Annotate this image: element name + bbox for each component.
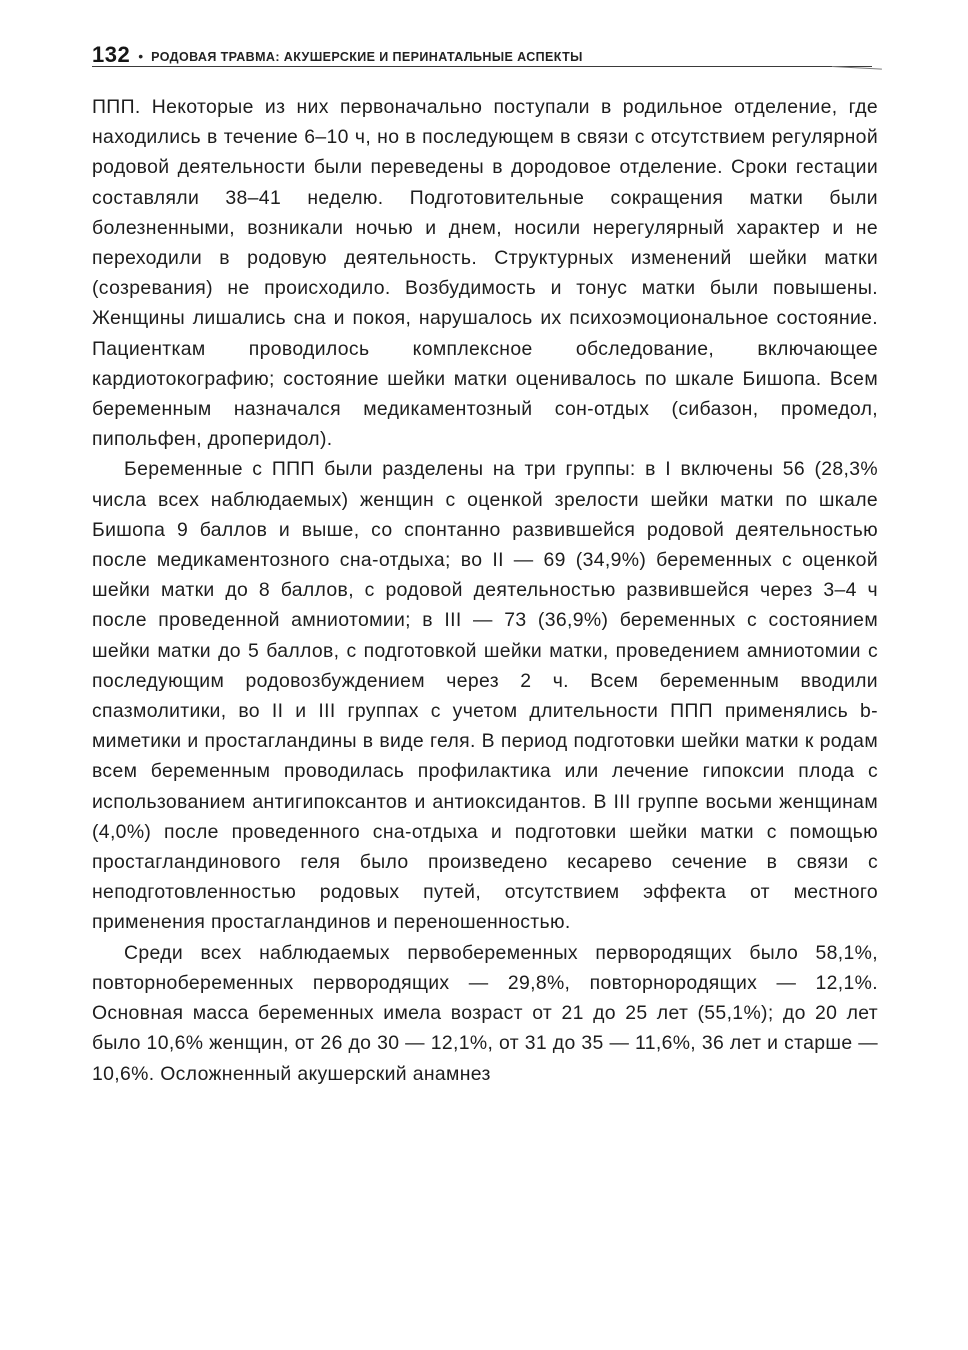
running-head xyxy=(92,30,882,66)
header-rule-tail xyxy=(832,66,882,78)
running-title: РОДОВАЯ ТРАВМА: АКУШЕРСКИЕ И ПЕРИНАТАЛЬНЫЕ АСПЕКТЫ xyxy=(151,49,583,64)
paragraph-2: Беременные с ППП были разделены на три группы: в I включены 56 (28,3% числа всех наблюдаемых) женщин с оценкой зрелости шейки матки по шкале Бишопа 9 баллов и выше, со спонтанно развившейся родовой деятельностью после медикаментозного сна-отдыха; во II — 69 (34,9%) беременных с оценкой шейки матки до 8 баллов, с родовой деятельностью развившейся через 3–4 ч после проведенной амниотомии; в III — 73 (36,9%) беременных с состоянием шейки матки до 5 баллов, с подготовкой шейки матки, проведением амниотомии с последующим родовозбуждением через 2 ч. Всем беременным вводили спазмолитики, во II и III группах с учетом длительности ППП применялись b-миметики и простагландины в виде геля. В период подготовки шейки матки к родам всем беременным проводилась профилактика или лечение гипоксии плода с использованием антигипоксантов и антиоксидантов. В III группе восьми женщинам (4,0%) после проведенного сна-отдыха и подготовки шейки матки с помощью простагландинового геля было произведено кесарево сечение в связи с неподготовленностью родовых путей, отсутствием эффекта от местного применения простагландинов и переношенностью. xyxy=(92,458,878,934)
paragraph-3: Среди всех наблюдаемых первобеременных первородящих было 58,1%, повторнобеременных первородящих — 29,8%, повторнородящих — 12,1%. Основная масса беременных имела возраст от 21 до 25 лет (55,1%); до 20 лет было 10,6% женщин, от 26 до 30 — 12,1%, от 31 до 35 — 11,6%, 36 лет и старше — 10,6%. Осложненный акушерский анамнез xyxy=(92,941,878,1085)
bullet-separator: • xyxy=(138,48,144,64)
header-rule xyxy=(92,66,872,67)
page-number: 132 xyxy=(92,42,131,67)
body-text xyxy=(92,92,878,1089)
paragraph-1: ППП. Некоторые из них первоначально поступали в родильное отделение, где находились в течение 6–10 ч, но в последующем в связи с отсутствием регулярной родовой деятельности были переведены в дородовое отделение. Сроки гестации составляли 38–41 неделю. Подготовительные сокращения матки были болезненными, возникали ночью и днем, носили нерегулярный характер и не переходили в родовую деятельность. Структурных изменений шейки матки (созревания) не происходило. Возбудимость и тонус матки были повышены. Женщины лишались сна и покоя, нарушалось их психоэмоциональное состояние. Пациенткам проводилось комплексное обследование, включающее кардиотокографию; состояние шейки матки оценивалось по шкале Бишопа. Всем беременным назначался медикаментозный сон-отдых (сибазон, промедол, пипольфен, дроперидол). xyxy=(92,96,878,451)
